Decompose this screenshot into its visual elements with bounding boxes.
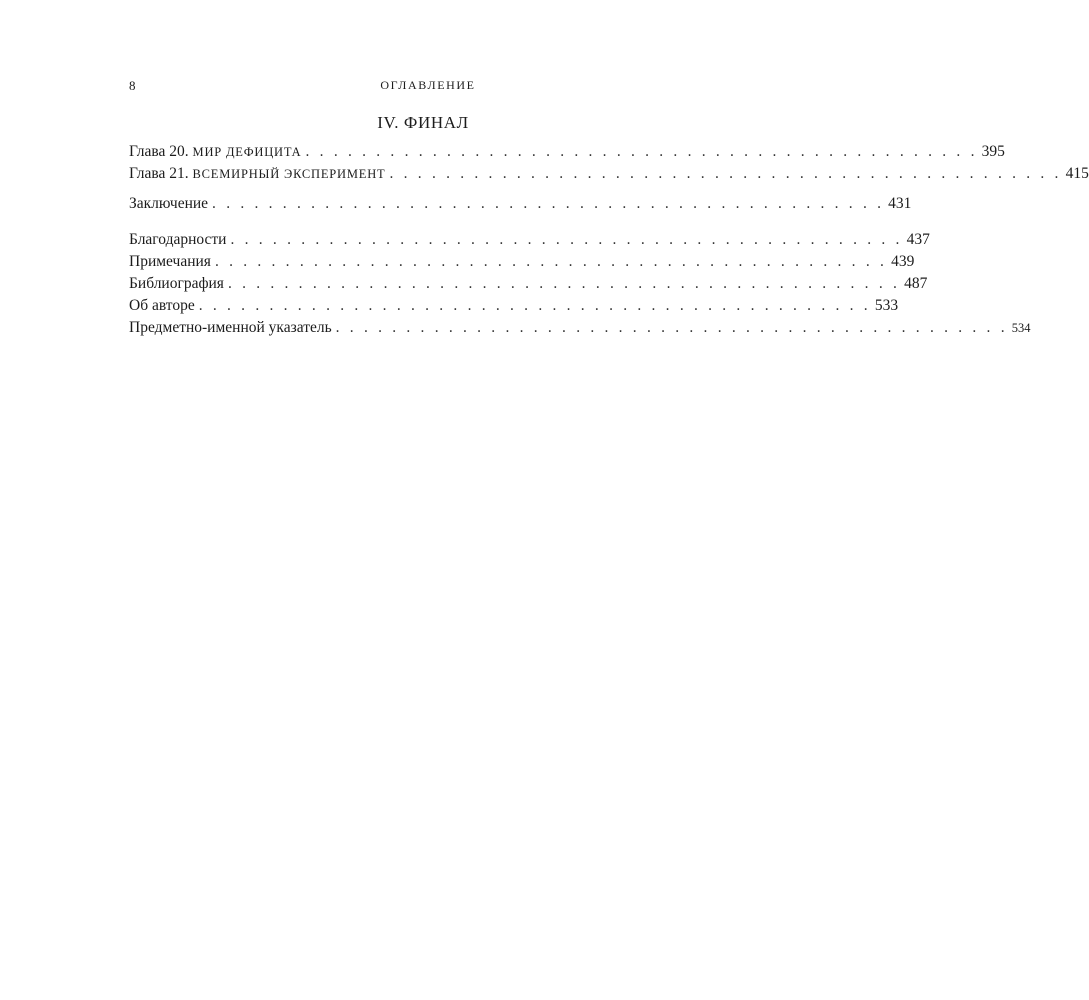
dot-leader: . . . . . . . . . . . . . . . . . . . . . . . . . . . . . . . . . . . . . . . . . . . . . . . . <box>198 297 871 314</box>
dot-leader: . . . . . . . . . . . . . . . . . . . . . . . . . . . . . . . . . . . . . . . . . . . . . . . . <box>230 231 903 248</box>
toc-entry-page: 437 <box>906 231 930 248</box>
toc-entry-title: Заключение <box>129 195 209 212</box>
toc-entry-title: Предметно-именной указатель <box>129 319 332 336</box>
toc-entry-title: ВСЕМИРНЫЙ ЭКСПЕРИМЕНТ <box>192 167 386 181</box>
toc-entry-bibliography[interactable] <box>129 275 928 297</box>
toc-entry-title: Библиография <box>129 275 224 292</box>
dot-leader: . . . . . . . . . . . . . . . . . . . . . . . . . . . . . . . . . . . . . . . . . . . . . . . . <box>305 143 978 160</box>
toc-entry-title: Благодарности <box>129 231 227 248</box>
part-title: IV. ФИНАЛ <box>377 113 469 132</box>
toc-entry-title: Примечания <box>129 253 211 270</box>
toc-entry-page: 439 <box>891 253 915 270</box>
toc-entry-notes[interactable] <box>129 253 915 275</box>
toc-entry-page: 533 <box>874 297 899 314</box>
running-head <box>129 78 717 96</box>
toc-entry-page: 487 <box>904 275 928 292</box>
toc-entry-chapter-21[interactable] <box>129 165 1089 187</box>
toc-entry-label <box>129 143 302 161</box>
toc-entry-prefix: Глава 21. <box>129 165 189 182</box>
toc-entry-title: МИР ДЕФИЦИТА <box>192 145 302 159</box>
toc-entry-index[interactable] <box>129 319 1031 341</box>
toc-entry-chapter-20[interactable] <box>129 143 1005 165</box>
toc-entry-page: 395 <box>981 143 1005 160</box>
toc-entry-prefix: Глава 20. <box>129 143 189 160</box>
dot-leader: . . . . . . . . . . . . . . . . . . . . . . . . . . . . . . . . . . . . . . . . . . . . . . . . <box>212 195 885 212</box>
dot-leader: . . . . . . . . . . . . . . . . . . . . . . . . . . . . . . . . . . . . . . . . . . . . . . . . <box>389 165 1062 182</box>
toc-entry-label <box>129 165 386 183</box>
toc-entry-acknowledgements[interactable] <box>129 231 930 253</box>
dot-leader: . . . . . . . . . . . . . . . . . . . . . . . . . . . . . . . . . . . . . . . . . . . . . . . . <box>214 253 888 270</box>
dot-leader: . . . . . . . . . . . . . . . . . . . . . . . . . . . . . . . . . . . . . . . . . . . . . . . . <box>335 319 1008 336</box>
toc-entry-page: 534 <box>1011 321 1031 335</box>
dot-leader: . . . . . . . . . . . . . . . . . . . . . . . . . . . . . . . . . . . . . . . . . . . . . . . . <box>227 275 901 292</box>
page-number: 8 <box>129 78 136 93</box>
toc-entry-about-author[interactable] <box>129 297 899 319</box>
toc-entry-page: 415 <box>1065 165 1089 182</box>
toc-entry-page: 431 <box>888 195 912 212</box>
toc-entry-conclusion[interactable] <box>129 195 912 217</box>
running-title: ОГЛАВЛЕНИЕ <box>380 78 476 92</box>
toc-entry-title: Об авторе <box>129 297 195 314</box>
